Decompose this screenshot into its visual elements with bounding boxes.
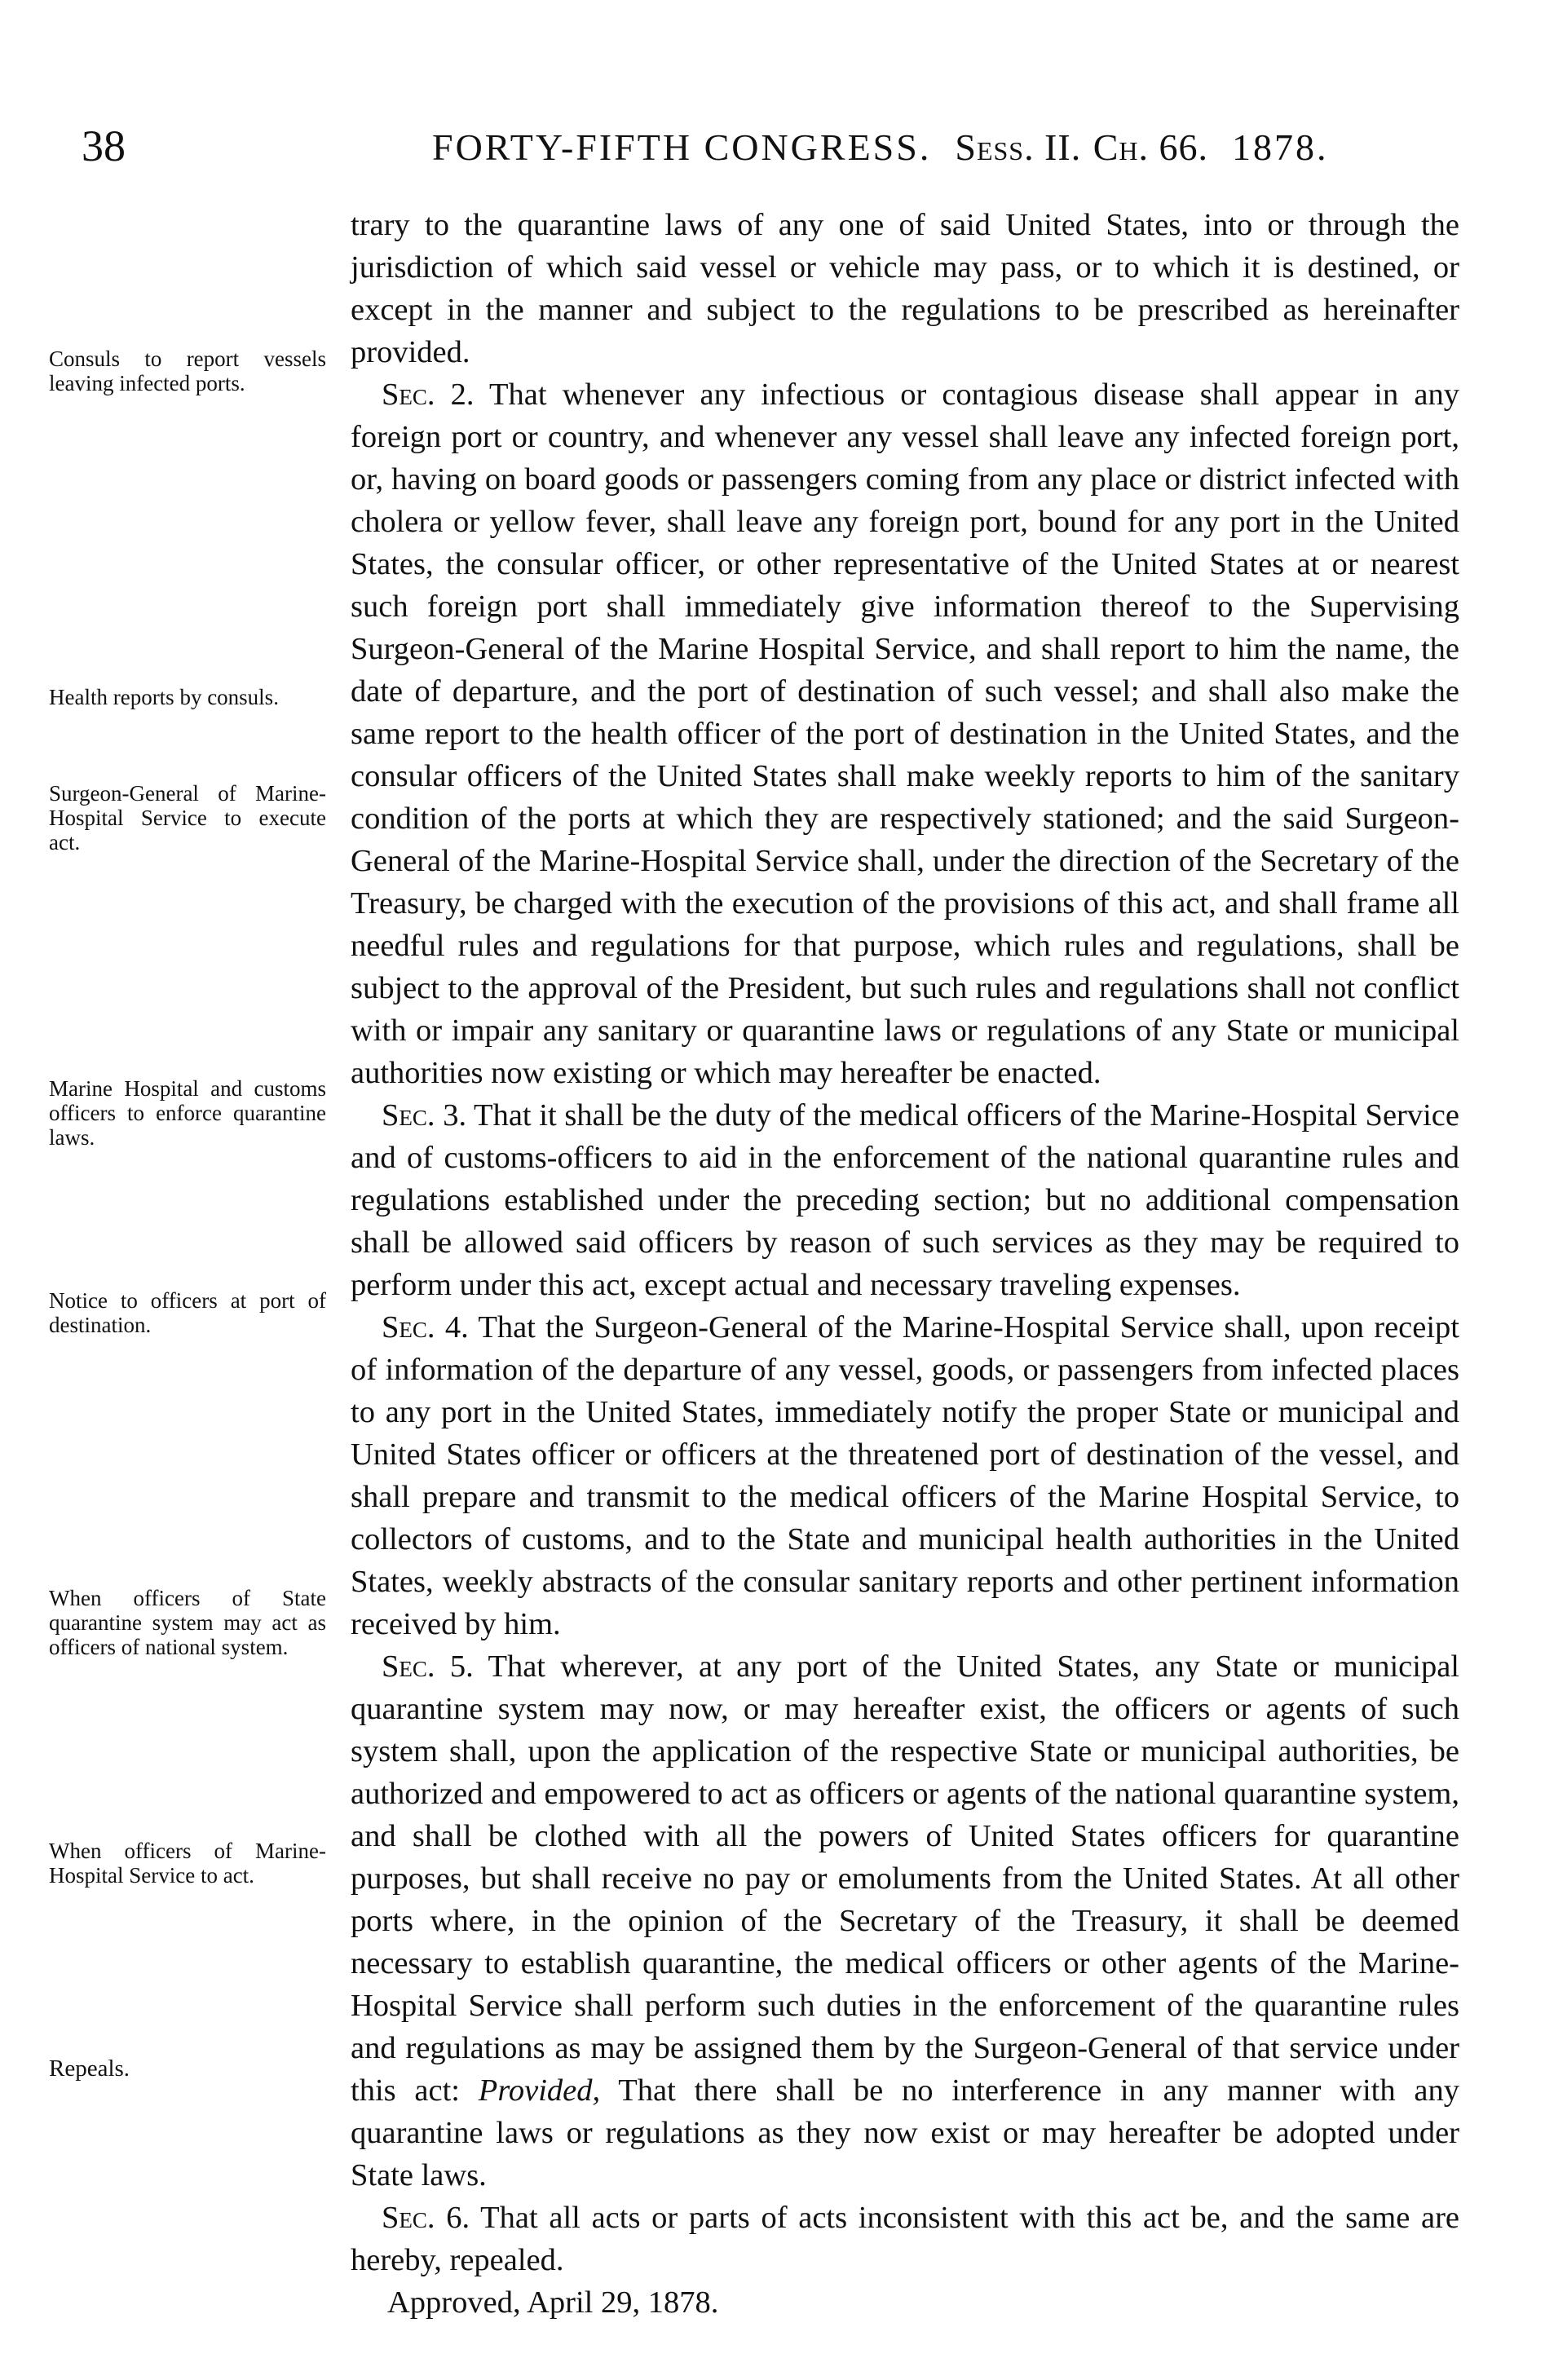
section-4 [351,1306,1459,1645]
section-5-text: That wherever, at any port of the United States, any State or municipal quarantine system may now, or may hereafter exist, the officers or agents of such system shall, upon the application of the respective State or municipal authorities, be authorized and empowered to act as officers or agents of the national quarantine system, and shall be clothed with all the powers of United States officers for quarantine purposes, but shall receive no pay or emoluments from the United States. [351,1649,1460,1896]
running-head [432,126,1329,169]
section-6-text: That all acts or parts of acts inconsistent with this act be, and the same are hereby, repealed. [351,2201,1459,2277]
section-3-text: That it shall be the duty of the medical officers of the Marine-Hospital Service and of customs-officers to aid in the enforcement of the national quarantine rules and regulations established under the preceding section; but no additional compensation shall be allowed said officers by reason of such services as they may be required to perform under this act, except actual and necessary traveling expenses. [351,1098,1459,1302]
section-2-label: Sec. 2. [382,378,475,412]
margin-note-marine-hospital-act: When officers of Marine-Hospital Service to act. [49,1839,326,1888]
approval-line: Approved, April 29, 1878. [387,2285,719,2320]
session-label: Sess. II. [955,126,1082,168]
section-2 [351,373,1459,1094]
section-3-label: Sec. 3. [382,1098,467,1133]
section-6 [351,2197,1459,2281]
section-5 [351,1645,1459,2197]
header-year: 1878. [1232,126,1329,168]
section-6-label: Sec. 6. [382,2201,470,2235]
page-number: 38 [82,121,126,170]
margin-note-repeals: Repeals. [49,2055,130,2082]
continuation-paragraph: trary to the quarantine laws of any one of said United States, into or through the jurisdiction of which said vessel or vehicle may pass, or to which it is destined, or except in the manner and subject to the regulations to be prescribed as hereinafter provided. [351,208,1459,369]
margin-note-notice-officers: Notice to officers at port of destination. [49,1288,326,1337]
margin-note-surgeon-general: Surgeon-General of Marine-Hospital Service to execute act. [49,781,326,854]
section-3 [351,1094,1459,1306]
section-5-continuation: At all other ports where, in the opinion of the Secretary of the Treasury, it shall be deemed necessary to establish quarantine, the medical officers or other agents of the Marine-Hospital Service shall perform such duties in the enforcement of the quarantine rules and regulations as may be assigned them by the Surgeon-General of that service under this act: [351,1861,1459,2108]
section-5-label: Sec. 5. [382,1649,474,1684]
margin-note-consuls-report: Consuls to report vessels leaving infected ports. [49,347,326,395]
section-4-label: Sec. 4. [382,1310,469,1345]
section-5-proviso: That there shall be no interference in any manner with any quarantine laws or regulations as they now exist or may hereafter be adopted under State laws. [351,2073,1460,2192]
statute-body [351,204,1459,2324]
section-4-text: That the Surgeon-General of the Marine-Hospital Service shall, upon receipt of information of the departure of any vessel, goods, or passengers from infected places to any port in the United States, immediately notify the proper State or municipal and United States officer or officers at the threatened port of destination of the vessel, and shall prepare and transmit to the medical officers of the Marine Hospital Service, to collectors of customs, and to the State and municipal health authorities in the United States, weekly abstracts of the consular sanitary reports and other pertinent information received by him. [351,1310,1459,1641]
running-header [82,121,1459,178]
margin-note-state-quarantine: When officers of State quarantine system may act as officers of national system. [49,1586,326,1659]
section-2-text: That whenever any infectious or contagious disease shall appear in any foreign port or country, and whenever any vessel shall leave any infected foreign port, or, having on board goods or passengers coming from any place or district infected with cholera or yellow fever, shall leave any foreign port, bound for any port in the United States, the consular officer, or other representative of the United States at or nearest such foreign port shall immediately give information thereof to the Supervising Surgeon-General of the Marine Hospital Service, and shall report to him the name, the date of departure, and the port of destination of such vessel; and shall also make the same report to the health officer of the port of destination in the United States, and the consular officers of the United States shall make weekly reports to him of the sanitary condition of the ports at which they are respectively stationed; and the said Surgeon-General of the Marine-Hospital Service shall, under the direction of the Secretary of the Treasury, be charged with the execution of the provisions of this act, and shall frame all needful rules and regulations for that purpose, which rules and regulations, shall be subject to the approval of the President, but such rules and regulations shall not conflict with or impair any sanitary or quarantine laws or regulations of any State or municipal authorities now existing or which may hereafter be enacted. [351,378,1459,1090]
congress-title: FORTY-FIFTH CONGRESS. [432,126,932,168]
provided-clause: Provided, [478,2073,601,2108]
margin-note-marine-hospital-customs: Marine Hospital and customs officers to enforce quarantine laws. [49,1076,326,1150]
chapter-label: Ch. 66. [1093,126,1209,168]
margin-note-health-reports: Health reports by consuls. [49,685,279,709]
